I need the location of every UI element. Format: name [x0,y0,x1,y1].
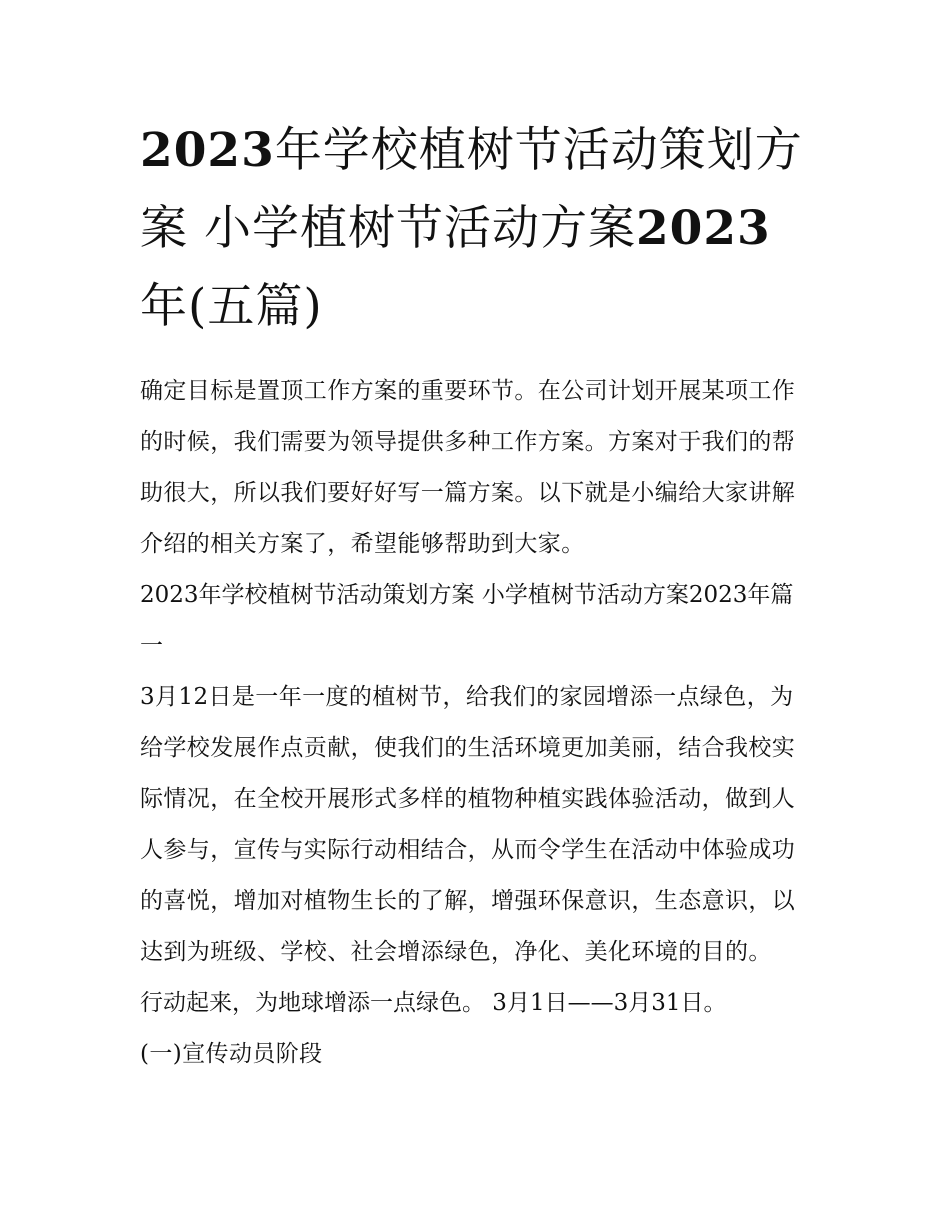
subsection-heading: (一)宣传动员阶段 [140,1041,323,1067]
title-text: 年学校植树节活动策划方案 小学植树节活动方案 [140,123,803,256]
document-body [140,366,812,1080]
document-title [140,112,812,346]
title-year: 2023 [140,123,275,178]
document-page [140,112,812,1080]
intro-paragraph: 确定目标是置顶工作方案的重要环节。在公司计划开展某项工作的时候，我们需要为领导提供多种工作方案。方案对于我们的帮助很大，所以我们要好好写一篇方案。以下就是小编给大家讲解介绍的相关方案了，希望能够帮助到大家。 [140,378,796,557]
title-year: 2023 [635,201,771,256]
title-suffix: 年(五篇) [140,279,323,334]
body-paragraph: 3月12日是一年一度的植树节，给我们的家园增添一点绿色，为给学校发展作点贡献，使我们的生活环境更加美丽，结合我校实际情况，在全校开展形式多样的植物种植实践体验活动，做到人人参与，宣传与实际行动相结合，从而令学生在活动中体验成功的喜悦，增加对植物生长的了解，增强环保意识，生态意识，以达到为班级、学校、社会增添绿色，净化、美化环境的目的。 [140,684,796,965]
section-heading: 2023年学校植树节活动策划方案 小学植树节活动方案2023年篇一 [140,582,794,659]
body-paragraph: 行动起来，为地球增添一点绿色。 3月1日——3月31日。 [140,990,727,1016]
